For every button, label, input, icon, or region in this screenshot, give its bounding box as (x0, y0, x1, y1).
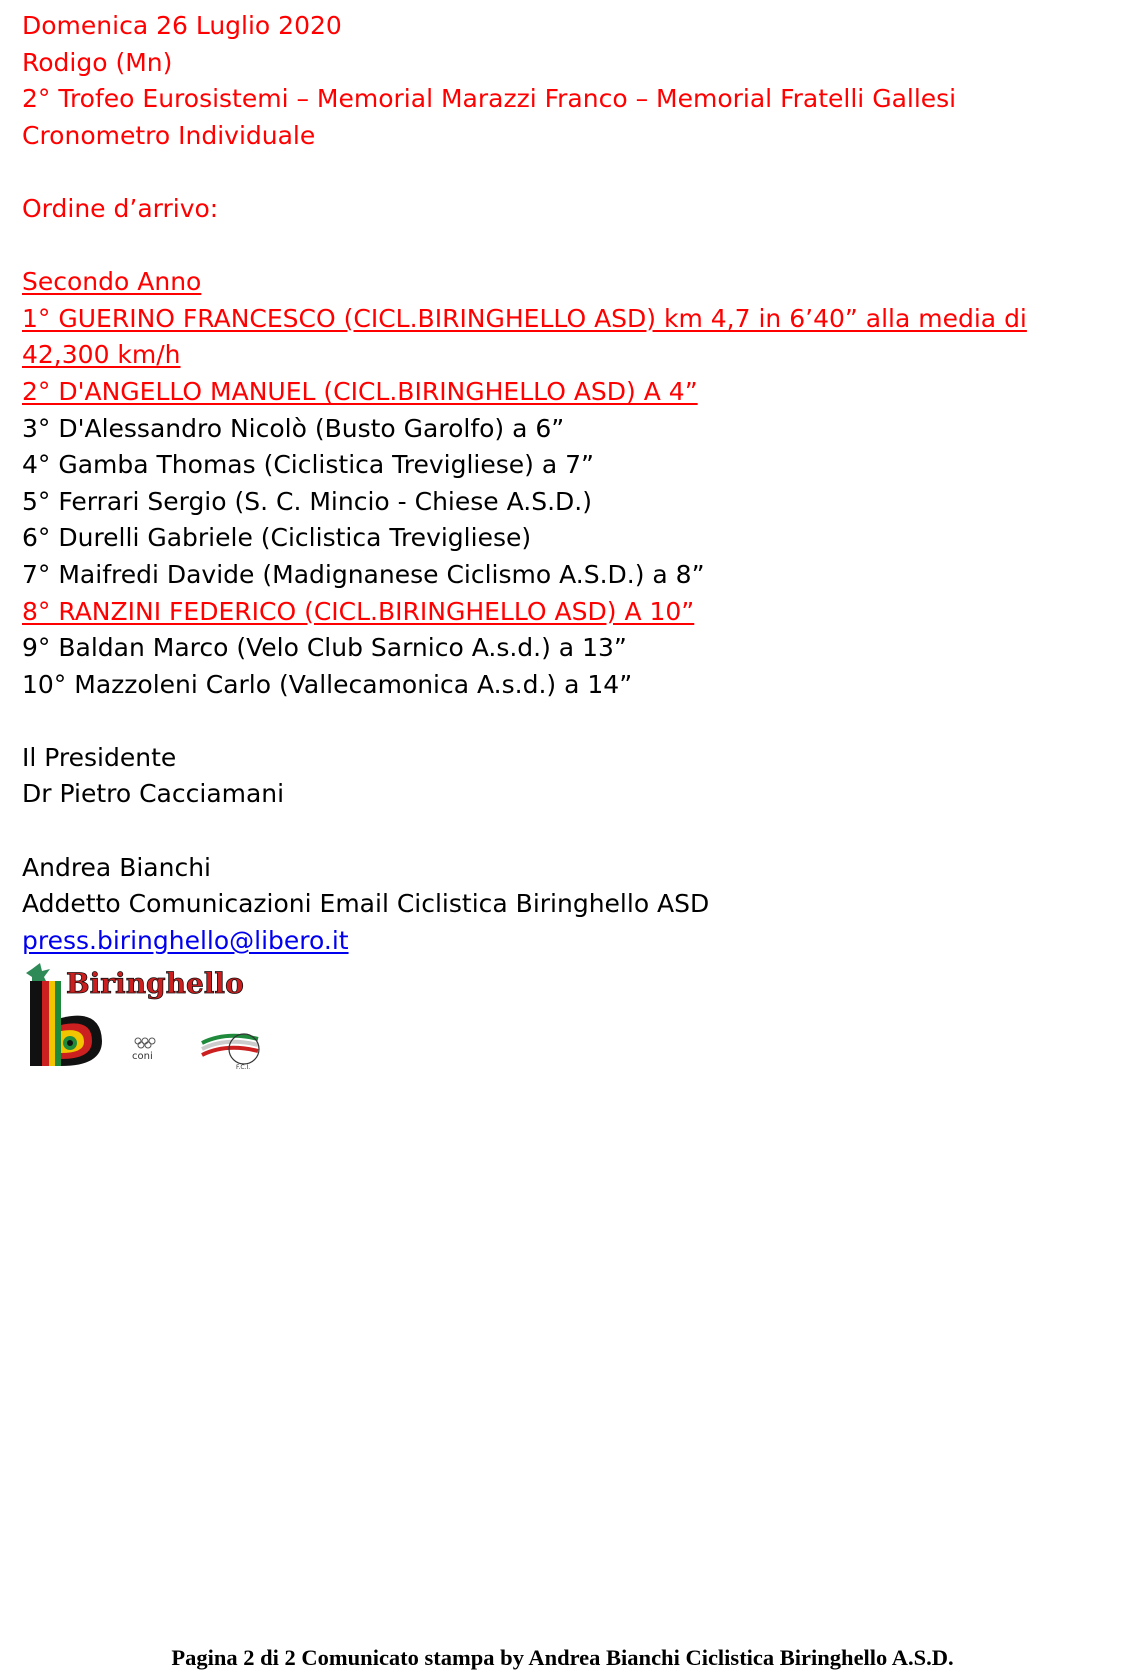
author-name: Andrea Bianchi (22, 852, 211, 882)
result-row-9: 9° Baldan Marco (Velo Club Sarnico A.s.d.) a 13” (22, 633, 627, 663)
logo-wordmark: Biringhello (66, 967, 244, 1000)
result-row-5: 5° Ferrari Sergio (S. C. Mincio - Chiese A.S.D.) (22, 486, 592, 516)
spacer (22, 154, 1112, 191)
spacer (22, 813, 1112, 850)
result-row-1: 1° GUERINO FRANCESCO (CICL.BIRINGHELLO ASD) km 4,7 in 6’40” alla media di 42,300 km/h (22, 303, 1027, 370)
result-row-8: 8° RANZINI FEDERICO (CICL.BIRINGHELLO ASD) A 10” (22, 596, 695, 626)
page-footer: Pagina 2 di 2 Comunicato stampa by Andrea Bianchi Ciclistica Biringhello A.S.D. (171, 1645, 954, 1670)
spacer (22, 228, 1112, 265)
event-date: Domenica 26 Luglio 2020 (22, 11, 342, 40)
category-heading: Secondo Anno (22, 267, 202, 297)
coni-icon (132, 1038, 155, 1062)
spacer (22, 703, 1112, 740)
result-row-10: 10° Mazzoleni Carlo (Vallecamonica A.s.d.) a 14” (22, 669, 633, 699)
email-link[interactable]: press.biringhello@libero.it (22, 925, 349, 955)
author-role: Addetto Comunicazioni Email Ciclistica Biringhello ASD (22, 889, 710, 919)
event-title: 2° Trofeo Eurosistemi – Memorial Marazzi Franco – Memorial Fratelli Gallesi (22, 84, 957, 114)
biringhello-logo-icon (26, 963, 286, 1073)
svg-text:coni: coni (132, 1051, 153, 1062)
race-type: Cronometro Individuale (22, 120, 316, 150)
result-row-7: 7° Maifredi Davide (Madignanese Ciclismo A.S.D.) a 8” (22, 559, 705, 589)
result-row-6: 6° Durelli Gabriele (Ciclistica Trevigliese) (22, 523, 532, 553)
svg-text:F.C.I.: F.C.I. (236, 1064, 251, 1071)
result-row-3: 3° D'Alessandro Nicolò (Busto Garolfo) a 6” (22, 413, 565, 443)
press-release-body (22, 8, 1112, 959)
result-row-2: 2° D'ANGELLO MANUEL (CICL.BIRINGHELLO ASD) A 4” (22, 376, 698, 406)
order-label: Ordine d’arrivo: (22, 193, 219, 223)
result-row-4: 4° Gamba Thomas (Ciclistica Trevigliese) a 7” (22, 450, 594, 480)
club-logo (26, 963, 286, 1073)
signature-title: Il Presidente (22, 742, 177, 772)
fci-icon (202, 1034, 259, 1071)
event-location: Rodigo (Mn) (22, 47, 173, 77)
signature-name: Dr Pietro Cacciamani (22, 779, 285, 809)
